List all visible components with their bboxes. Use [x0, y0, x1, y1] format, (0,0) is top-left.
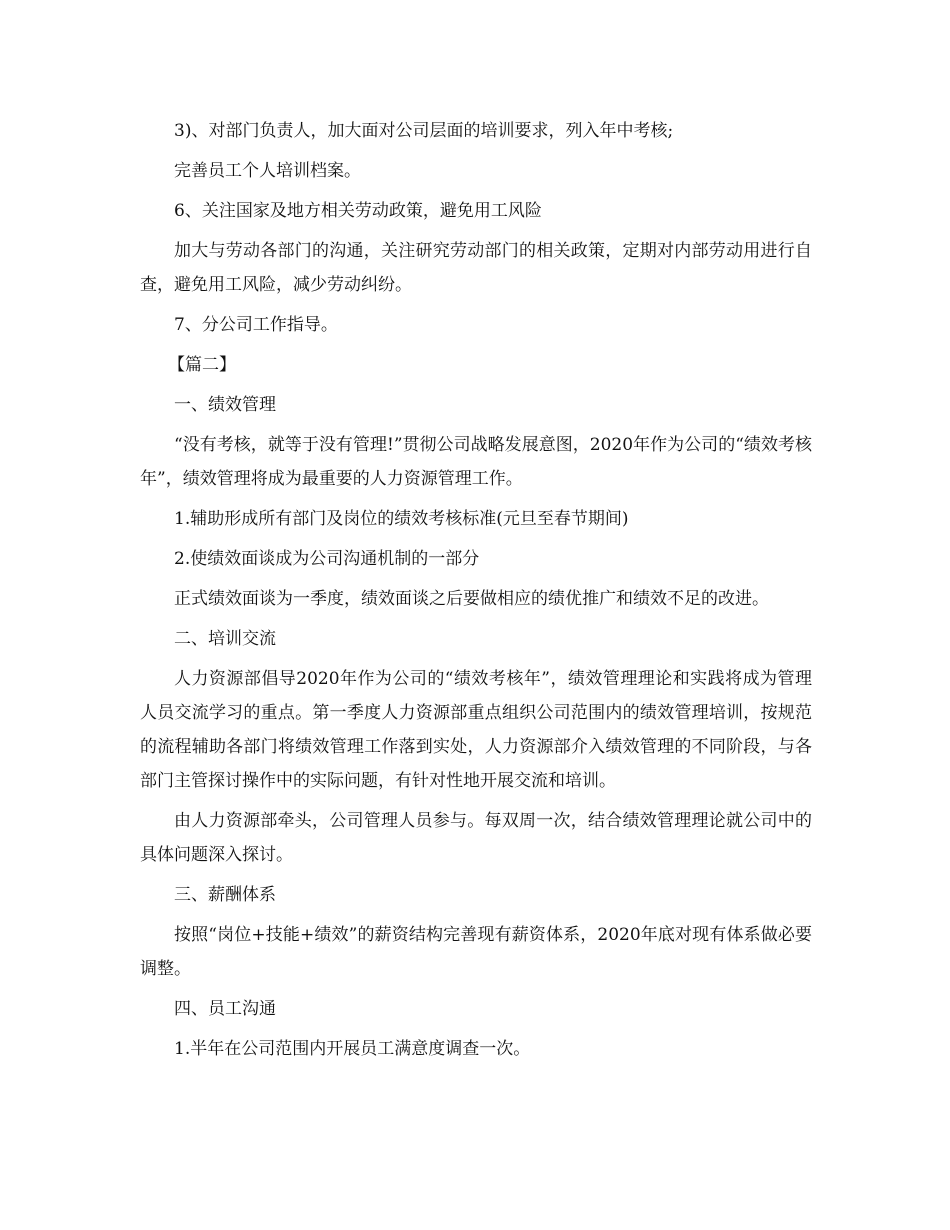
paragraph-interview-frequency: 正式绩效面谈为一季度，绩效面谈之后要做相应的绩优推广和绩效不足的改进。	[174, 589, 769, 609]
paragraph-training-archive: 完善员工个人培训档案。	[174, 161, 361, 181]
heading-performance-management: 一、绩效管理	[174, 395, 276, 415]
section-title-part-two: 【篇二】	[168, 355, 236, 375]
heading-employee-communication: 四、员工沟通	[174, 999, 276, 1019]
list-item-performance-standards: 1.辅助形成所有部门及岗位的绩效考核标准(元旦至春节期间)	[174, 509, 629, 529]
paragraph-salary-structure: 按照“岗位+技能+绩效”的薪资结构完善现有薪资体系，2020年底对现有体系做必要调整。	[140, 925, 812, 979]
heading-branch-guidance: 7、分公司工作指导。	[174, 315, 338, 335]
heading-training-exchange: 二、培训交流	[174, 629, 276, 649]
document-body	[140, 114, 812, 1072]
paragraph-training-focus: 人力资源部倡导2020年作为公司的“绩效考核年”，绩效管理理论和实践将成为管理人员交流学习的重点。第一季度人力资源部重点组织公司范围内的绩效管理培训，按规范的流程辅助各部门将绩效管理工作落到实处，人力资源部介入绩效管理的不同阶段，与各部门主管探讨操作中的实际问题，有针对性地开展交流和培训。	[140, 669, 812, 791]
paragraph-training-requirements: 3)、对部门负责人，加大面对公司层面的培训要求，列入年中考核;	[174, 121, 674, 141]
list-item-performance-interview: 2.使绩效面谈成为公司沟通机制的一部分	[174, 549, 480, 569]
heading-compensation-system: 三、薪酬体系	[174, 885, 276, 905]
paragraph-biweekly-discussion: 由人力资源部牵头，公司管理人员参与。每双周一次，结合绩效管理理论就公司中的具体问题深入探讨。	[140, 811, 812, 865]
paragraph-labor-communication: 加大与劳动各部门的沟通，关注研究劳动部门的相关政策，定期对内部劳动用进行自查，避免用工风险，减少劳动纠纷。	[140, 241, 812, 295]
list-item-satisfaction-survey: 1.半年在公司范围内开展员工满意度调查一次。	[174, 1039, 531, 1059]
paragraph-performance-year: “没有考核，就等于没有管理!”贯彻公司战略发展意图，2020年作为公司的“绩效考核年”，绩效管理将成为最重要的人力资源管理工作。	[140, 435, 812, 489]
heading-labor-policy: 6、关注国家及地方相关劳动政策，避免用工风险	[174, 201, 542, 221]
